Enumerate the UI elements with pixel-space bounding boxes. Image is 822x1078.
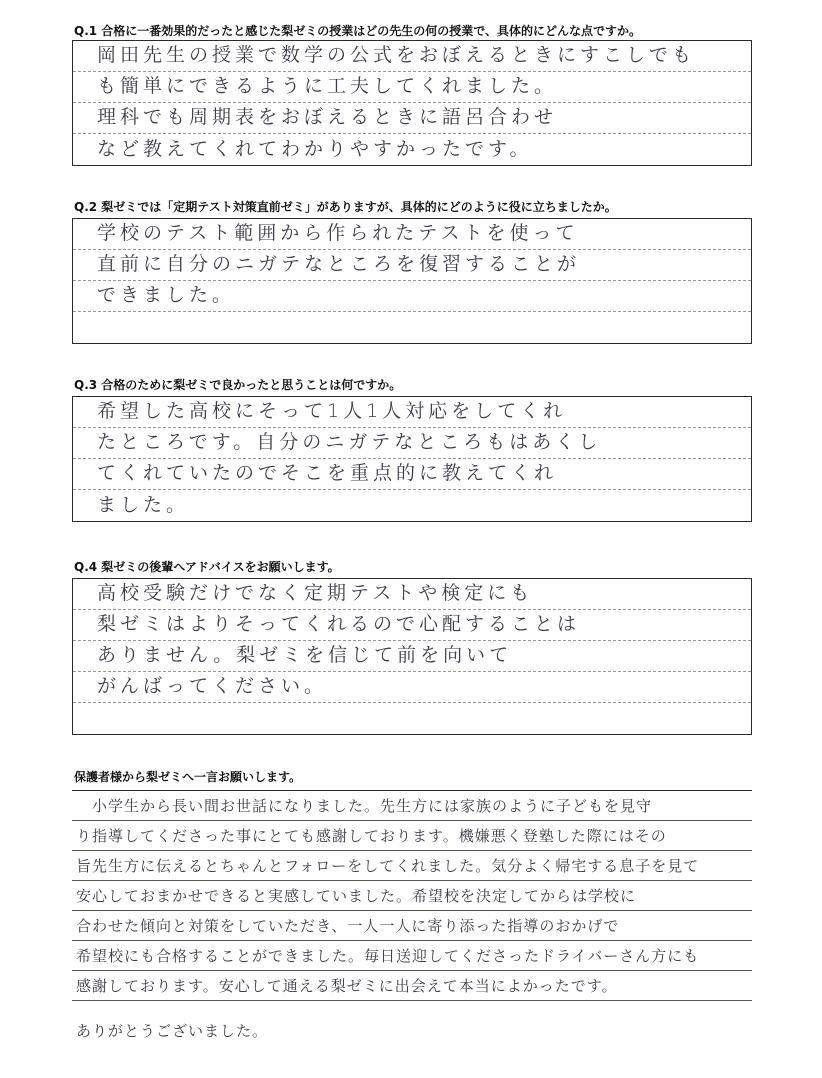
answer-box-1 (72, 40, 752, 166)
handwritten-text: 高校受験だけでなく定期テストや検定にも (97, 582, 534, 604)
handwritten-text: 理科でも周期表をおぼえるときに語呂合わせ (97, 106, 558, 128)
answer-box-2 (72, 218, 752, 344)
answer-line (73, 103, 751, 134)
answer-line (73, 72, 751, 103)
handwritten-text: 安心しておまかせできると実感していました。希望校を決定してからは学校に (76, 887, 637, 905)
answer-line (73, 312, 751, 343)
answer-line (73, 610, 751, 641)
answer-line (73, 250, 751, 281)
handwritten-text: 合わせた傾向と対策をしていただき、一人一人に寄り添った指導のおかげで (76, 917, 620, 935)
handwritten-text: がんばってください。 (97, 675, 328, 697)
handwritten-text: り指導してくださった事にとても感謝しております。機嫌悪く登塾した際にはその (76, 827, 667, 845)
answer-line (73, 281, 751, 312)
answer-line (73, 397, 751, 428)
answer-line (73, 134, 751, 165)
handwritten-text: も簡単にできるように工夫してくれました。 (97, 75, 558, 97)
question-3-label: Q.3 合格のために梨ゼミで良かったと思うことは何ですか。 (74, 378, 402, 392)
answer-line (72, 941, 752, 971)
handwritten-text: など教えてくれてわかりやすかったです。 (97, 138, 533, 160)
handwritten-text: ありません。梨ゼミを信じて前を向いて (97, 644, 513, 666)
answer-line (73, 579, 751, 610)
answer-line (73, 41, 751, 72)
handwritten-text: 小学生から長い間お世話になりました。先生方には家族のように子どもを見守 (92, 797, 653, 815)
handwritten-text: 希望校にも合格することができました。毎日送迎してくださったドライバーさん方にも (76, 947, 700, 965)
answer-line (72, 791, 752, 821)
answer-line (72, 821, 752, 851)
answer-line (73, 490, 751, 521)
handwritten-text: 岡田先生の授業で数学の公式をおぼえるときにすこしでも (97, 44, 696, 66)
handwritten-text: できました。 (97, 284, 236, 306)
answer-box-3 (72, 396, 752, 522)
answer-line (73, 703, 751, 734)
answer-line (73, 428, 751, 459)
question-1-label: Q.1 合格に一番効果的だったと感じた梨ゼミの授業はどの先生の何の授業で、具体的にどんな点ですか。 (74, 24, 642, 38)
answer-line (72, 851, 752, 881)
handwritten-text: てくれていたのでそこを重点的に教えてくれ (97, 462, 558, 484)
handwritten-text: たところです。自分のニガテなところもはあくし (97, 431, 602, 453)
parents-label: 保護者様から梨ゼミへ一言お願いします。 (74, 770, 302, 784)
answer-line (72, 881, 752, 911)
answer-line (73, 672, 751, 703)
answer-line (73, 459, 751, 490)
answer-line (72, 971, 752, 1001)
answer-box-4 (72, 578, 752, 735)
answer-line (73, 219, 751, 250)
handwritten-text: 旨先生方に伝えるとちゃんとフォローをしてくれました。気分よく帰宅する息子を見て (76, 857, 700, 875)
parents-answer-box (72, 790, 752, 1001)
handwritten-text: 学校のテスト範囲から作られたテストを使って (97, 222, 579, 244)
handwritten-text: ました。 (97, 494, 190, 516)
question-2-label: Q.2 梨ゼミでは「定期テスト対策直前ゼミ」がありますが、具体的にどのように役に立ちましたか。 (74, 200, 617, 214)
handwritten-text: 感謝しております。安心して通える梨ゼミに出会えて本当によかったです。 (76, 977, 618, 995)
handwritten-text: 梨ゼミはよりそってくれるので心配することは (97, 613, 581, 635)
answer-line (72, 911, 752, 941)
question-4-label: Q.4 梨ゼミの後輩へアドバイスをお願いします。 (74, 560, 340, 574)
handwritten-text: 希望した高校にそって1人1人対応をしてくれ (97, 400, 567, 422)
answer-line (73, 641, 751, 672)
handwritten-text: 直前に自分のニガテなところを復習することが (97, 253, 581, 275)
closing-text: ありがとうございました。 (76, 1022, 269, 1040)
